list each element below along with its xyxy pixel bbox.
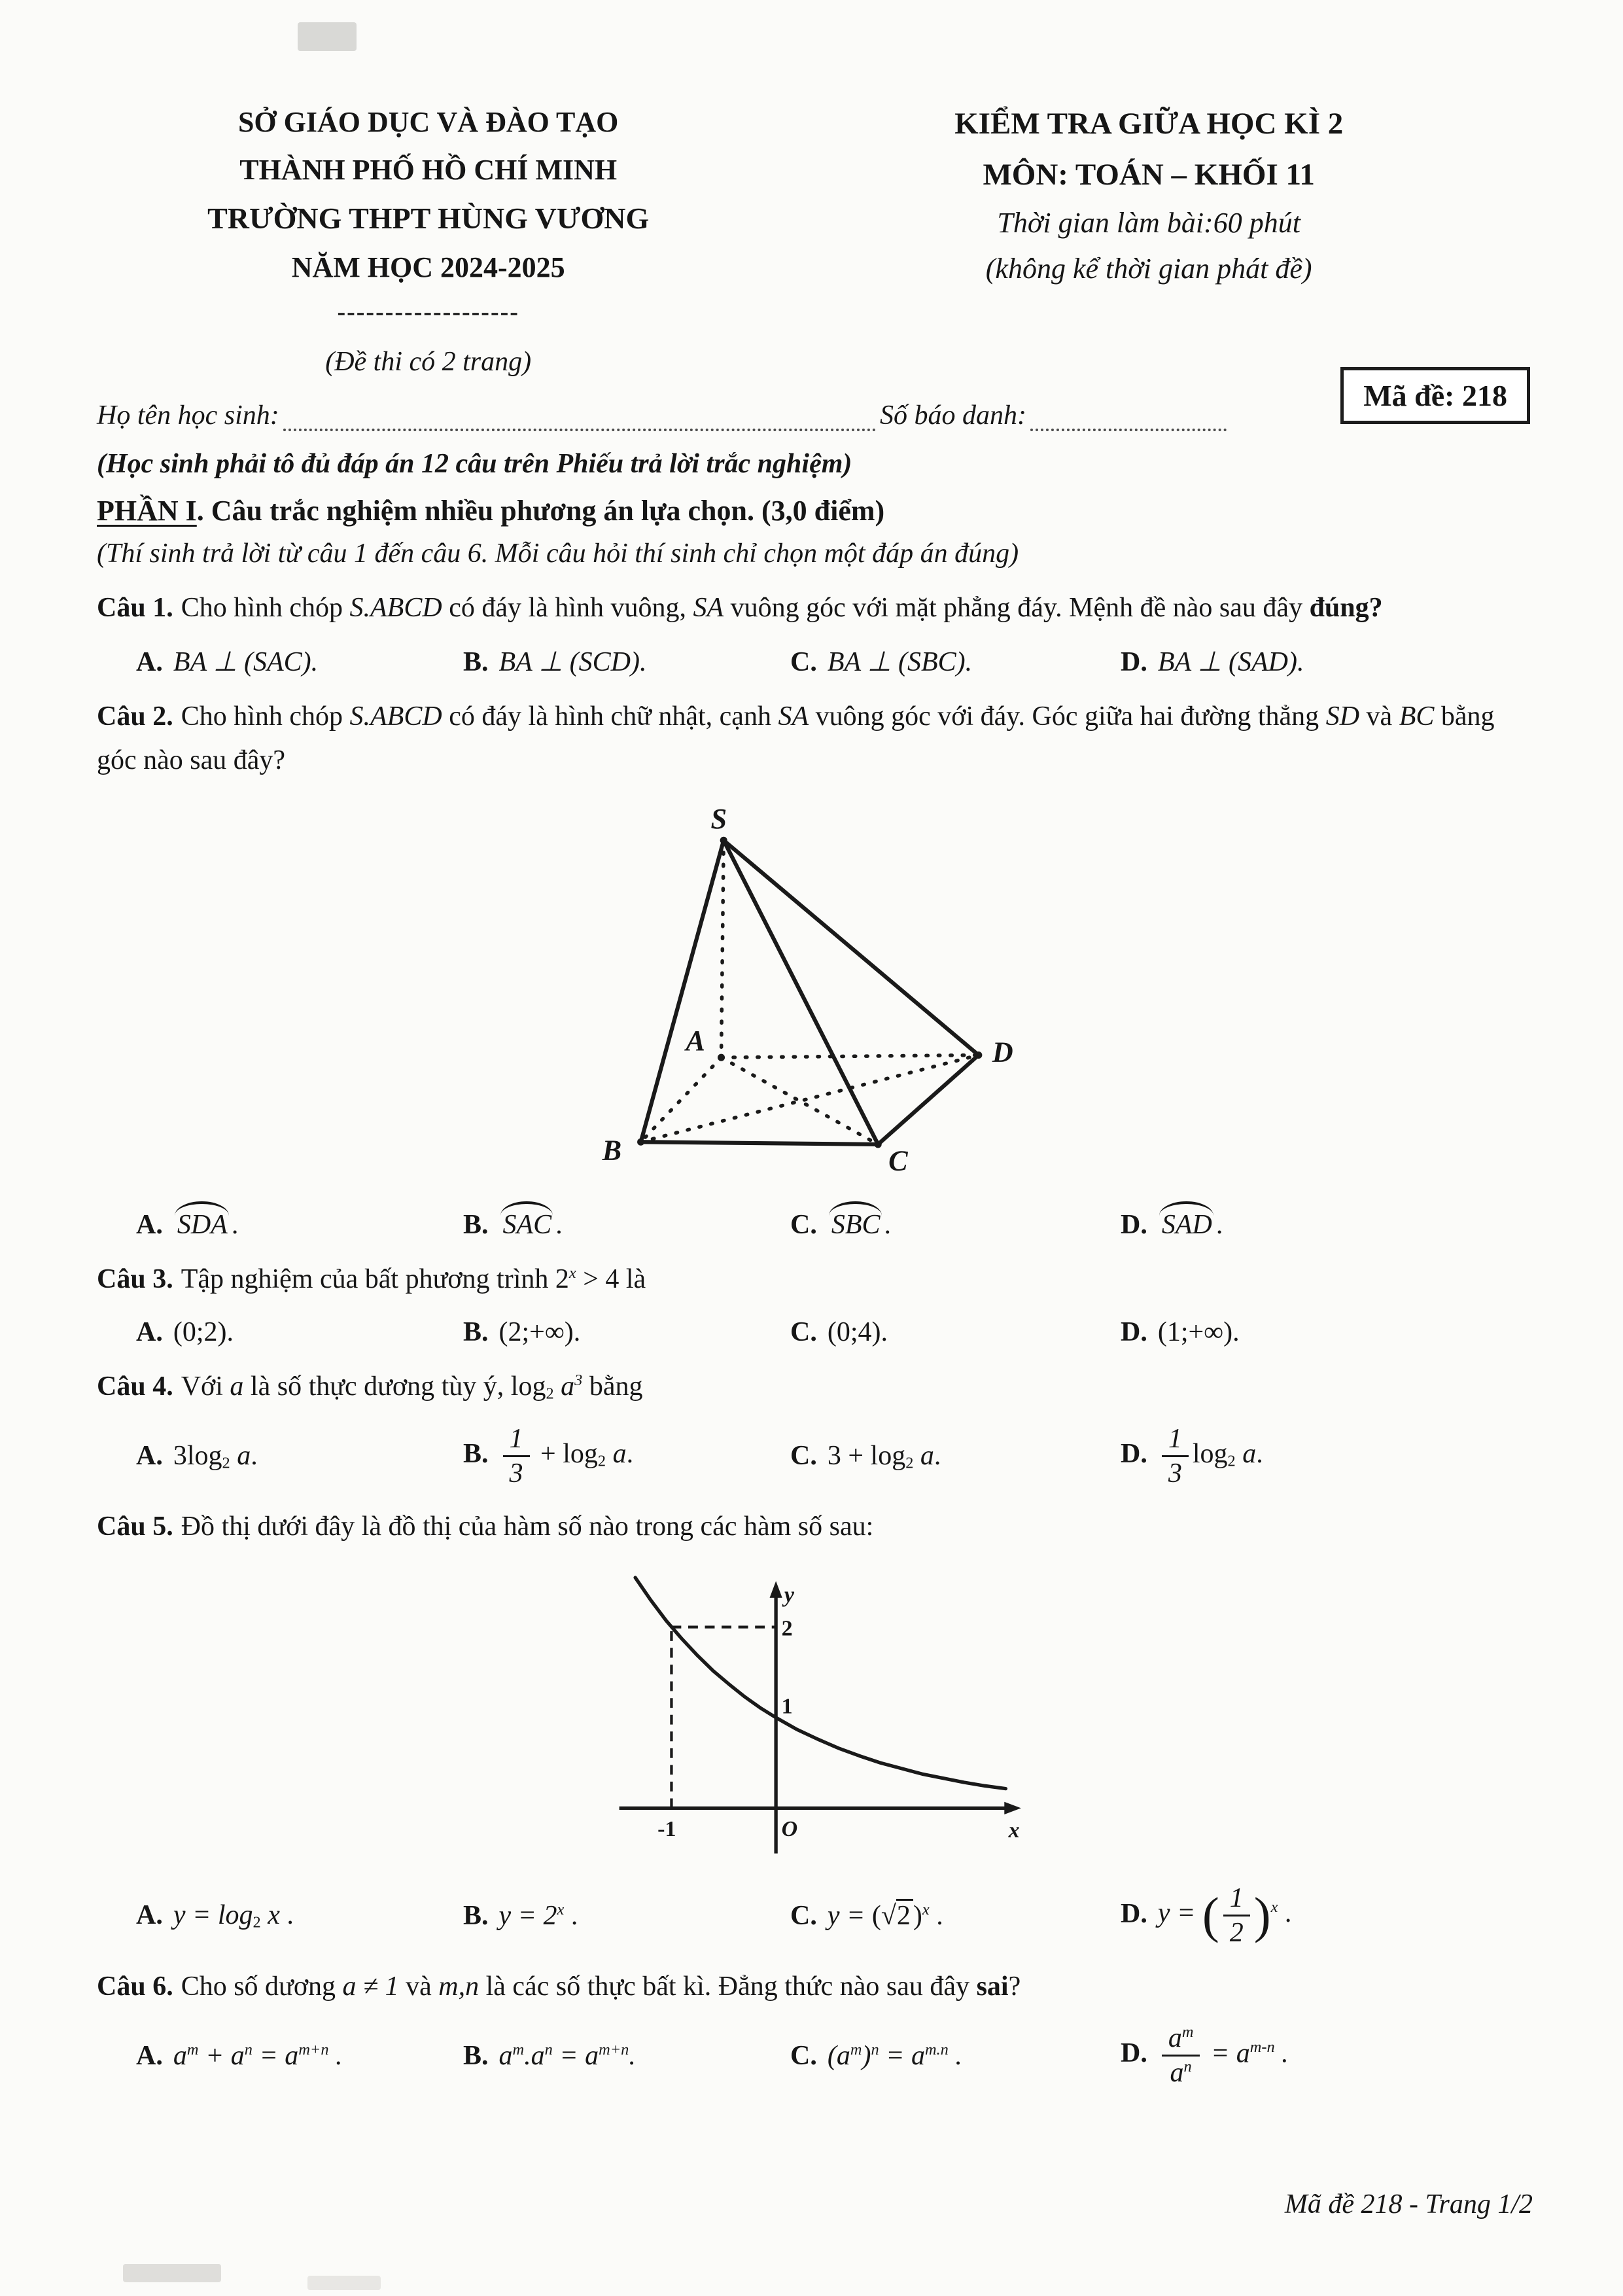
option-math: 3log [173,1440,222,1471]
option-var: a [1235,1439,1257,1470]
math-part: + a [198,2040,245,2071]
option-b [463,645,790,678]
option-end: . [626,1439,634,1470]
q2-var: S.ABCD [349,701,442,732]
option-b [463,2040,790,2072]
log-base: 2 [905,1454,914,1472]
question-6-label: Câu 6. [97,1971,173,2002]
vertex-b-label: B [602,1134,621,1167]
option-key: A. [136,1900,163,1931]
vertex-d-label: D [992,1036,1013,1069]
question-2-label: Câu 2. [97,701,173,732]
question-4-options [97,1424,1538,1488]
q4-log-base: 2 [546,1385,554,1403]
option-var: a [606,1439,627,1470]
option-var: a [913,1440,934,1471]
log-base: 2 [1227,1452,1236,1470]
option-end: . [564,1900,578,1931]
q1-text: có đáy là hình vuông, [442,593,693,624]
department-name: SỞ GIÁO DỤC VÀ ĐÀO TẠO [237,106,619,138]
q6-text: ? [1008,1971,1021,2002]
exam-duration: Thời gian làm bài:60 phút [997,207,1300,239]
origin-label: O [781,1817,797,1842]
question-2-options [97,1209,1538,1241]
option-b [463,1316,790,1348]
option-key: A. [136,2040,163,2071]
student-name-label: Họ tên học sinh: [97,400,279,431]
option-key: C. [790,1317,817,1348]
math-part: . [629,2040,636,2071]
log-base: 2 [253,1913,261,1932]
option-math: + log [533,1439,598,1470]
q6-text: là các số thực bất kì. Đẳng thức nào sau đây [479,1971,977,2002]
option-key: B. [463,647,489,678]
vertex-s-label: S [710,803,727,835]
part1-title: PHẦN I [97,495,197,527]
exponent: x [1270,1898,1278,1916]
student-id-blank [1030,409,1227,431]
math-part: . [328,2040,343,2071]
exponent: x [557,1900,565,1918]
q3-text: Tập nghiệm của bất phương trình [181,1264,555,1295]
option-key: B. [463,1317,489,1348]
question-6 [97,1965,1538,2008]
radical-sign: √ [881,1900,896,1931]
fraction [503,1424,530,1488]
question-6-options [97,2024,1538,2087]
fraction-denominator: 3 [509,1458,523,1489]
q4-text: là số thực dương tùy ý, log [243,1371,546,1402]
question-1 [97,586,1538,629]
answer-sheet-note: (Học sinh phải tô đủ đáp án 12 câu trên Phiếu trả lời trắc nghiệm) [97,449,852,480]
exponent: n [871,2040,879,2058]
option-d [1121,1209,1538,1241]
exponent: m [850,2040,862,2058]
math-part: = a [1204,2038,1250,2069]
question-4 [97,1365,1538,1408]
q1-var: SA [693,593,724,624]
q2-text: bằng góc nào sau đây? [97,701,1495,775]
q4-var: a [553,1371,575,1402]
scan-artifact [123,2264,221,2282]
question-5-label: Câu 5. [97,1511,173,1542]
vertex-a-label: A [685,1025,705,1057]
school-year: NĂM HỌC 2024-2025 [291,251,565,284]
part1-heading [97,494,1538,527]
option-key: B. [463,1210,489,1241]
math-part: a [1170,2058,1184,2089]
option-b [463,1209,790,1241]
q6-text: và [398,1971,439,2002]
option-math: y = 2 [498,1900,557,1931]
question-4-label: Câu 4. [97,1371,173,1402]
option-d [1121,1424,1538,1488]
option-end: . [884,1210,892,1241]
log-base: 2 [597,1452,606,1470]
fraction-denominator: 2 [1229,1918,1244,1949]
fraction-numerator [1162,2024,1200,2057]
option-c [790,645,1121,678]
q4-text: Với [181,1371,230,1402]
student-name-blank [283,409,876,431]
exam-pages-note: (Đề thi có 2 trang) [325,347,532,378]
option-end: . [929,1900,943,1931]
q2-text: Cho hình chóp [181,701,350,732]
option-key: C. [790,2040,817,2071]
part1-rest: . Câu trắc nghiệm nhiều phương án lựa chọn. (3,0 điểm) [196,495,885,527]
q3-exponent: x [568,1264,576,1282]
option-key: D. [1121,1898,1147,1929]
paren-close: ) [913,1900,922,1931]
fraction [1223,1884,1250,1947]
vertex-c-label: C [888,1144,908,1177]
q5-text: Đồ thị dưới đây là đồ thị của hàm số nào trong các hàm số sau: [181,1511,874,1542]
option-end: . [1215,1210,1223,1241]
exponent: n [244,2040,253,2058]
q1-bold-end: đúng? [1309,593,1383,624]
angle-name: SBC [828,1209,884,1241]
math-part: = a [879,2040,925,2071]
q3-base: 2 [555,1264,569,1295]
option-math: BA ⊥ (SAD). [1157,647,1304,678]
option-key: D. [1121,1317,1147,1348]
option-key: B. [463,2040,489,2071]
q2-var: BC [1399,701,1435,732]
exam-subject: MÔN: TOÁN – KHỐI 11 [983,158,1315,192]
option-math: BA ⊥ (SCD). [498,647,647,678]
q4-text: bằng [582,1371,643,1402]
paren-close: ) [1253,1887,1271,1944]
question-1-label: Câu 1. [97,593,173,624]
exponent: x [922,1900,930,1918]
q1-text: Cho hình chóp [181,593,350,624]
angle-name: SAD [1158,1209,1216,1241]
math-part: = a [252,2040,299,2071]
option-d [1121,1316,1538,1348]
math-part: .a [524,2040,545,2071]
option-math: (0;4). [827,1317,888,1348]
exponent: m [186,2040,199,2058]
exam-duration-note: (không kể thời gian phát đề) [985,253,1312,285]
question-3-options [97,1316,1538,1348]
q6-var: a ≠ 1 [342,1971,399,2002]
option-end: . [1256,1439,1263,1470]
option-a [136,1440,463,1472]
scan-artifact [307,2276,381,2290]
option-end: . [555,1210,563,1241]
math-part: = a [552,2040,599,2071]
question-5-options [97,1884,1538,1947]
exponent: m.n [924,2040,949,2058]
option-a [136,2040,463,2072]
exam-title: KIỂM TRA GIỮA HỌC KÌ 2 [954,107,1344,141]
q2-var: SA [778,701,809,732]
y-tick-2: 2 [781,1616,793,1641]
exponential-graph-figure [97,1570,1538,1868]
option-key: B. [463,1439,489,1470]
fraction-numerator: 1 [503,1424,530,1457]
option-math: y = log [173,1900,253,1931]
paren-open: ( [871,1900,881,1931]
option-math: (1;+∞). [1157,1317,1240,1348]
option-end: . [251,1440,258,1471]
option-math: (2;+∞). [498,1317,581,1348]
scan-artifact [298,22,357,51]
option-d [1121,2024,1538,2087]
fraction [1162,2024,1200,2087]
option-key: C. [790,647,817,678]
option-end: . [279,1900,294,1931]
math-part: a [498,2040,513,2071]
q6-var: m,n [438,1971,480,2002]
option-end: . [231,1210,239,1241]
option-key: A. [136,1210,163,1241]
option-a [136,1209,463,1241]
option-key: D. [1121,1439,1147,1470]
option-key: A. [136,1317,163,1348]
q4-var: a [230,1371,244,1402]
graph-svg [602,1570,1034,1865]
header-left [97,98,759,378]
fraction-denominator: 3 [1168,1458,1182,1489]
option-d [1121,645,1538,678]
option-c [790,1316,1121,1348]
q4-exponent: 3 [574,1371,583,1390]
option-key: D. [1121,1210,1147,1241]
option-math: (0;2). [173,1317,234,1348]
option-key: C. [790,1210,817,1241]
option-end: . [934,1440,941,1471]
math-part: . [948,2040,962,2071]
student-info-row [97,379,1538,431]
q1-text: vuông góc với mặt phẳng đáy. Mệnh đề nào sau đây [724,593,1310,624]
y-axis-label: y [784,1583,794,1608]
option-var: a [230,1440,251,1471]
option-a [136,1899,463,1932]
math-part: (a [827,2040,850,2071]
question-5 [97,1505,1538,1548]
option-b [463,1900,790,1932]
q2-text: và [1359,701,1399,732]
exponent: n [1183,2058,1192,2076]
option-b [463,1424,790,1488]
option-key: A. [136,1440,163,1471]
part1-instruction: (Thí sinh trả lời từ câu 1 đến câu 6. Mỗi câu hỏi thí sinh chỉ chọn một đáp án đúng) [97,539,1019,569]
exponent: m-n [1249,2038,1275,2057]
math-part: a [173,2040,187,2071]
school-name: TRƯỜNG THPT HÙNG VƯƠNG [207,202,650,236]
q2-text: có đáy là hình chữ nhật, cạnh [442,701,778,732]
exponent: m [1181,2022,1194,2041]
fraction-numerator: 1 [1223,1884,1250,1916]
option-end: . [1278,1898,1292,1929]
exponent: n [544,2040,553,2058]
option-math: log [1192,1439,1228,1470]
city-name: THÀNH PHỐ HỒ CHÍ MINH [239,154,618,186]
page-footer: Mã đề 218 - Trang 1/2 [1284,2189,1533,2219]
option-math: y = [1157,1898,1202,1929]
header [97,98,1538,378]
math-part: a [1168,2023,1182,2054]
option-c [790,1440,1121,1472]
fraction-numerator: 1 [1162,1424,1189,1457]
q1-var: S.ABCD [349,593,442,624]
option-var: x [260,1900,280,1931]
q2-var: SD [1325,701,1360,732]
option-key: B. [463,1900,489,1931]
q6-bold: sai [976,1971,1009,2002]
pyramid-figure [97,804,1538,1193]
option-a [136,645,463,678]
y-tick-1: 1 [781,1695,793,1720]
math-part: ) [862,2040,871,2071]
log-base: 2 [222,1454,230,1472]
exponent: m+n [298,2040,329,2058]
header-right [759,98,1538,378]
header-divider: ------------------- [337,298,519,327]
q6-text: Cho số dương [181,1971,343,2002]
option-key: D. [1121,2038,1147,2069]
option-math: y = [827,1900,872,1931]
angle-name: SAC [499,1209,556,1241]
question-3-label: Câu 3. [97,1264,173,1295]
option-math: BA ⊥ (SBC). [827,647,973,678]
fraction [1162,1424,1189,1488]
option-key: A. [136,647,163,678]
option-a [136,1316,463,1348]
angle-name: SDA [173,1209,232,1241]
exponent: m+n [599,2040,629,2058]
paren-open: ( [1202,1887,1219,1944]
option-c [790,1209,1121,1241]
student-id-label: Số báo danh: [880,400,1026,431]
exponent: m [512,2040,525,2058]
option-math: BA ⊥ (SAC). [173,647,319,678]
question-3 [97,1258,1538,1301]
math-part: . [1274,2038,1289,2069]
option-d [1121,1884,1538,1947]
option-key: C. [790,1440,817,1471]
exam-code-box: Mã đề: 218 [1340,367,1530,424]
option-c [790,1900,1121,1932]
q3-text: > 4 là [576,1264,646,1295]
x-axis-label: x [1008,1818,1020,1843]
q2-text: vuông góc với đáy. Góc giữa hai đường thẳng [809,701,1326,732]
x-tick-minus1: -1 [657,1817,676,1842]
question-1-options [97,645,1538,678]
option-math: 3 + log [827,1440,906,1471]
option-c [790,2040,1121,2072]
question-2 [97,695,1538,782]
option-key: C. [790,1900,817,1931]
fraction-denominator [1162,2057,1200,2087]
pyramid-svg [592,804,1043,1190]
radical-arg: 2 [896,1899,913,1931]
option-key: D. [1121,647,1147,678]
